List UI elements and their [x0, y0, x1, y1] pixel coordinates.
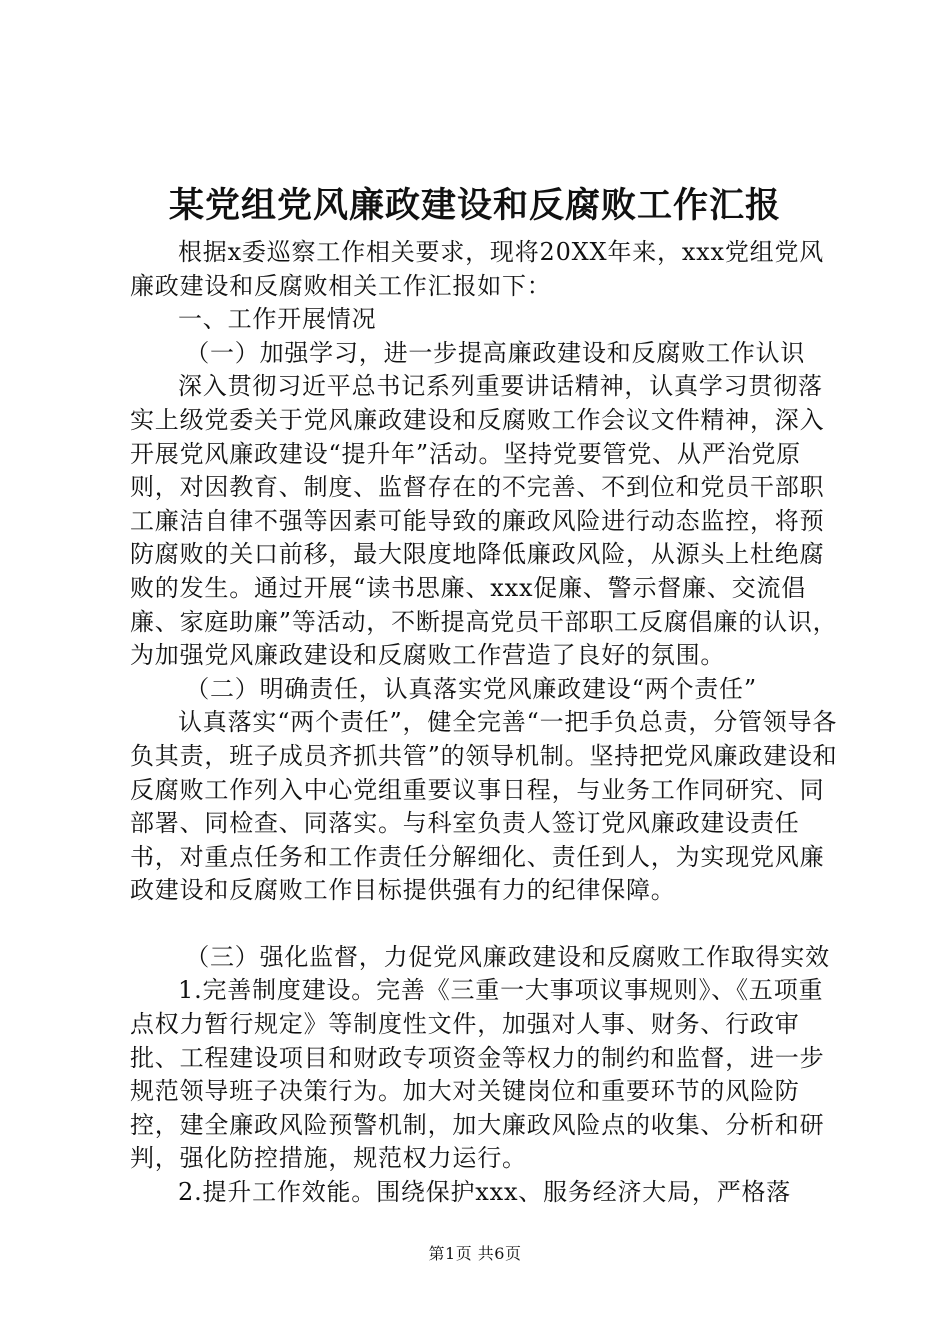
paragraph-study: 深入贯彻习近平总书记系列重要讲话精神，认真学习贯彻落实上级党委关于党风廉政建设和反腐败工作会议文件精神，深入开展党风廉政建设“提升年”活动。坚持党要管党、从严治党原则，对因教育、制度、监督存在的不完善、不到位和党员干部职工廉洁自律不强等因素可能导致的廉政风险进行动态监控，将预防腐败的关口前移，最大限度地降低廉政风险，从源头上杜绝腐败的发生。通过开展“读书思廉、xxx促廉、警示督廉、交流倡廉、家庭助廉”等活动，不断提高党员干部职工反腐倡廉的认识，为加强党风廉政建设和反腐败工作营造了良好的氛围。 [130, 372, 838, 670]
subsection-heading-2: （二）明确责任，认真落实党风廉政建设“两个责任” [185, 674, 757, 703]
page-number-footer: 第1页 共6页 [428, 1244, 522, 1263]
document-title: 某党组党风廉政建设和反腐败工作汇报 [168, 185, 781, 226]
section-heading-1: 一、工作开展情况 [178, 305, 377, 334]
paragraph-responsibility: 认真落实“两个责任”，健全完善“一把手负总责，分管领导各负其责，班子成员齐抓共管”的领导机制。坚持把党风廉政建设和反腐败工作列入中心党组重要议事日程，与业务工作同研究、同部署、同检查、同落实。与科室负责人签订党风廉政建设责任书，对重点任务和工作责任分解细化、责任到人，为实现党风廉政建设和反腐败工作目标提供强有力的纪律保障。 [130, 708, 838, 905]
paragraph-system-building: 1.完善制度建设。完善《三重一大事项议事规则》、《五项重点权力暂行规定》等制度性文件，加强对人事、财务、行政审批、工程建设项目和财政专项资金等权力的制约和监督，进一步规范领导班子决策行为。加大对关键岗位和重要环节的风险防控，建全廉政风险预警机制，加大廉政风险点的收集、分析和研判，强化防控措施，规范权力运行。 [130, 976, 825, 1173]
subsection-heading-1: （一）加强学习，进一步提高廉政建设和反腐败工作认识 [185, 338, 806, 367]
document-body [130, 236, 842, 1210]
paragraph-intro: 根据x委巡察工作相关要求，现将20XX年来，xxx党组党风廉政建设和反腐败相关工作汇报如下： [130, 238, 825, 300]
subsection-heading-3: （三）强化监督，力促党风廉政建设和反腐败工作取得实效 [185, 942, 830, 971]
paragraph-efficiency: 2.提升工作效能。围绕保护xxx、服务经济大局，严格落 [178, 1178, 792, 1207]
